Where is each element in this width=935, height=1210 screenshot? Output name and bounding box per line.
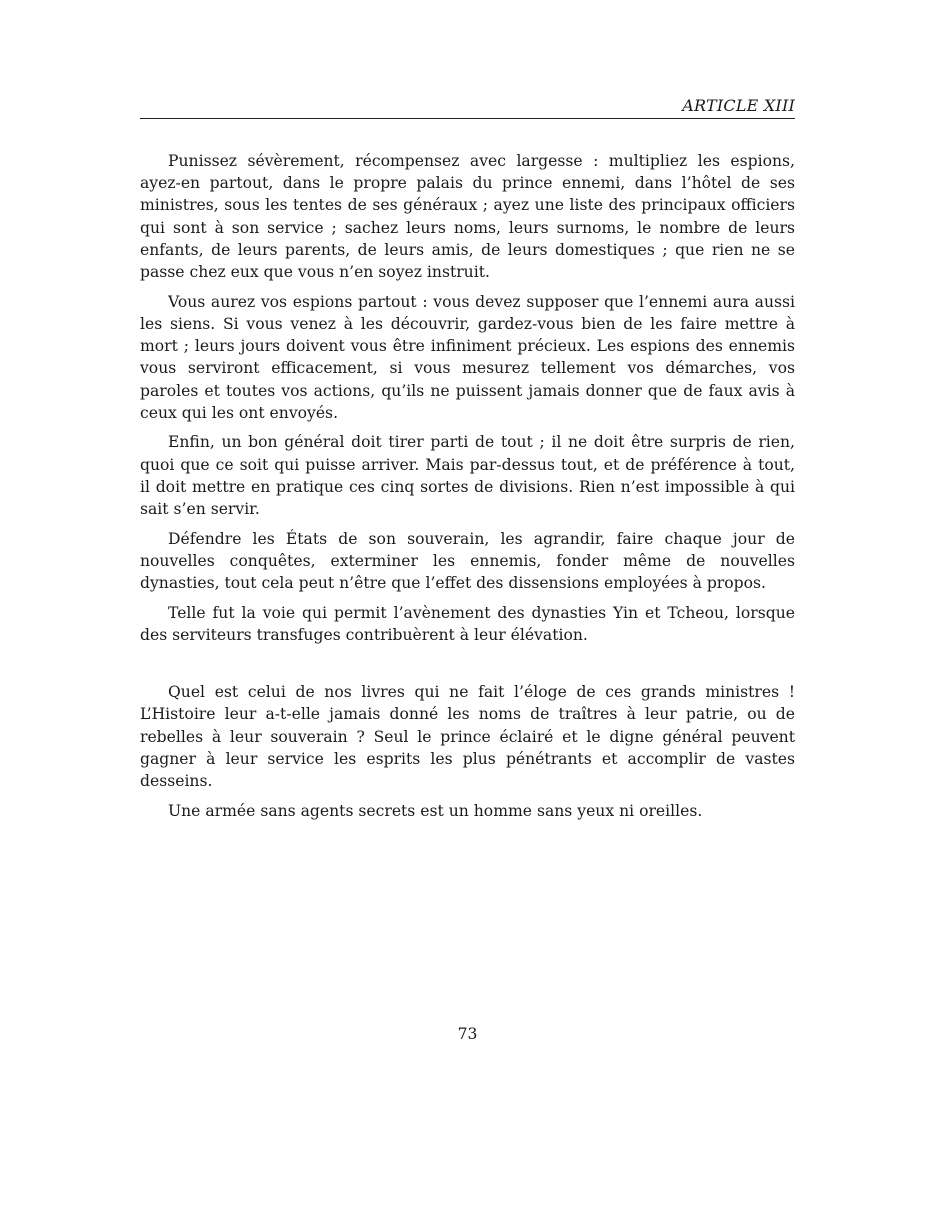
body-text xyxy=(140,150,795,829)
paragraph: Enfin, un bon général doit tirer parti de tout ; il ne doit être surpris de rien, quoi que ce soit qui puisse arriver. Mais par-dessus tout, et de préférence à tout, il doit mettre en pratique ces cinq sortes de divisions. Rien n’est impossible à qui sait s’en servir. xyxy=(140,433,795,519)
page-number: 73 xyxy=(457,1025,478,1043)
running-header xyxy=(140,94,795,119)
paragraph: Telle fut la voie qui permit l’avènement des dynasties Yin et Tcheou, lorsque des serviteurs transfuges contribuèrent à leur élévation. xyxy=(140,603,795,645)
paragraph: Quel est celui de nos livres qui ne fait l’éloge de ces grands ministres ! L’Histoire leur a-t-elle jamais donné les noms de traîtres à leur patrie, ou de rebelles à leur souverain ? Seul le prince éclairé et le digne général peuvent gagner à leur service les esprits les plus pénétrants et accomplir de vastes desseins. xyxy=(140,683,795,791)
paragraph: Défendre les États de son souverain, les agrandir, faire chaque jour de nouvelles conquêtes, exterminer les ennemis, fonder même de nouvelles dynasties, tout cela peut n’être que l’effet des dissensions employées à propos. xyxy=(140,529,795,593)
running-title: ARTICLE XIII xyxy=(682,96,795,115)
paragraph: Punissez sévèrement, récompensez avec largesse : multipliez les espions, ayez-en partout, dans le propre palais du prince ennemi, dans l’hôtel de ses ministres, sous les tentes de ses généraux ; ayez une liste des principaux officiers qui sont à son service ; sachez leurs noms, leurs surnoms, le nombre de leurs enfants, de leurs parents, de leurs amis, de leurs domestiques ; que rien ne se passe chez eux que vous n’en soyez instruit. xyxy=(140,152,795,282)
paragraph: Vous aurez vos espions partout : vous devez supposer que l’ennemi aura aussi les siens. Si vous venez à les découvrir, gardez-vous bien de les faire mettre à mort ; leurs jours doivent vous être infiniment précieux. Les espions des ennemis vous serviront efficacement, si vous mesurez tellement vos démarches, vos paroles et toutes vos actions, qu’ils ne puissent jamais donner que de faux avis à ceux qui les ont envoyés. xyxy=(140,292,795,422)
paragraph: Une armée sans agents secrets est un homme sans yeux ni oreilles. xyxy=(168,801,703,820)
